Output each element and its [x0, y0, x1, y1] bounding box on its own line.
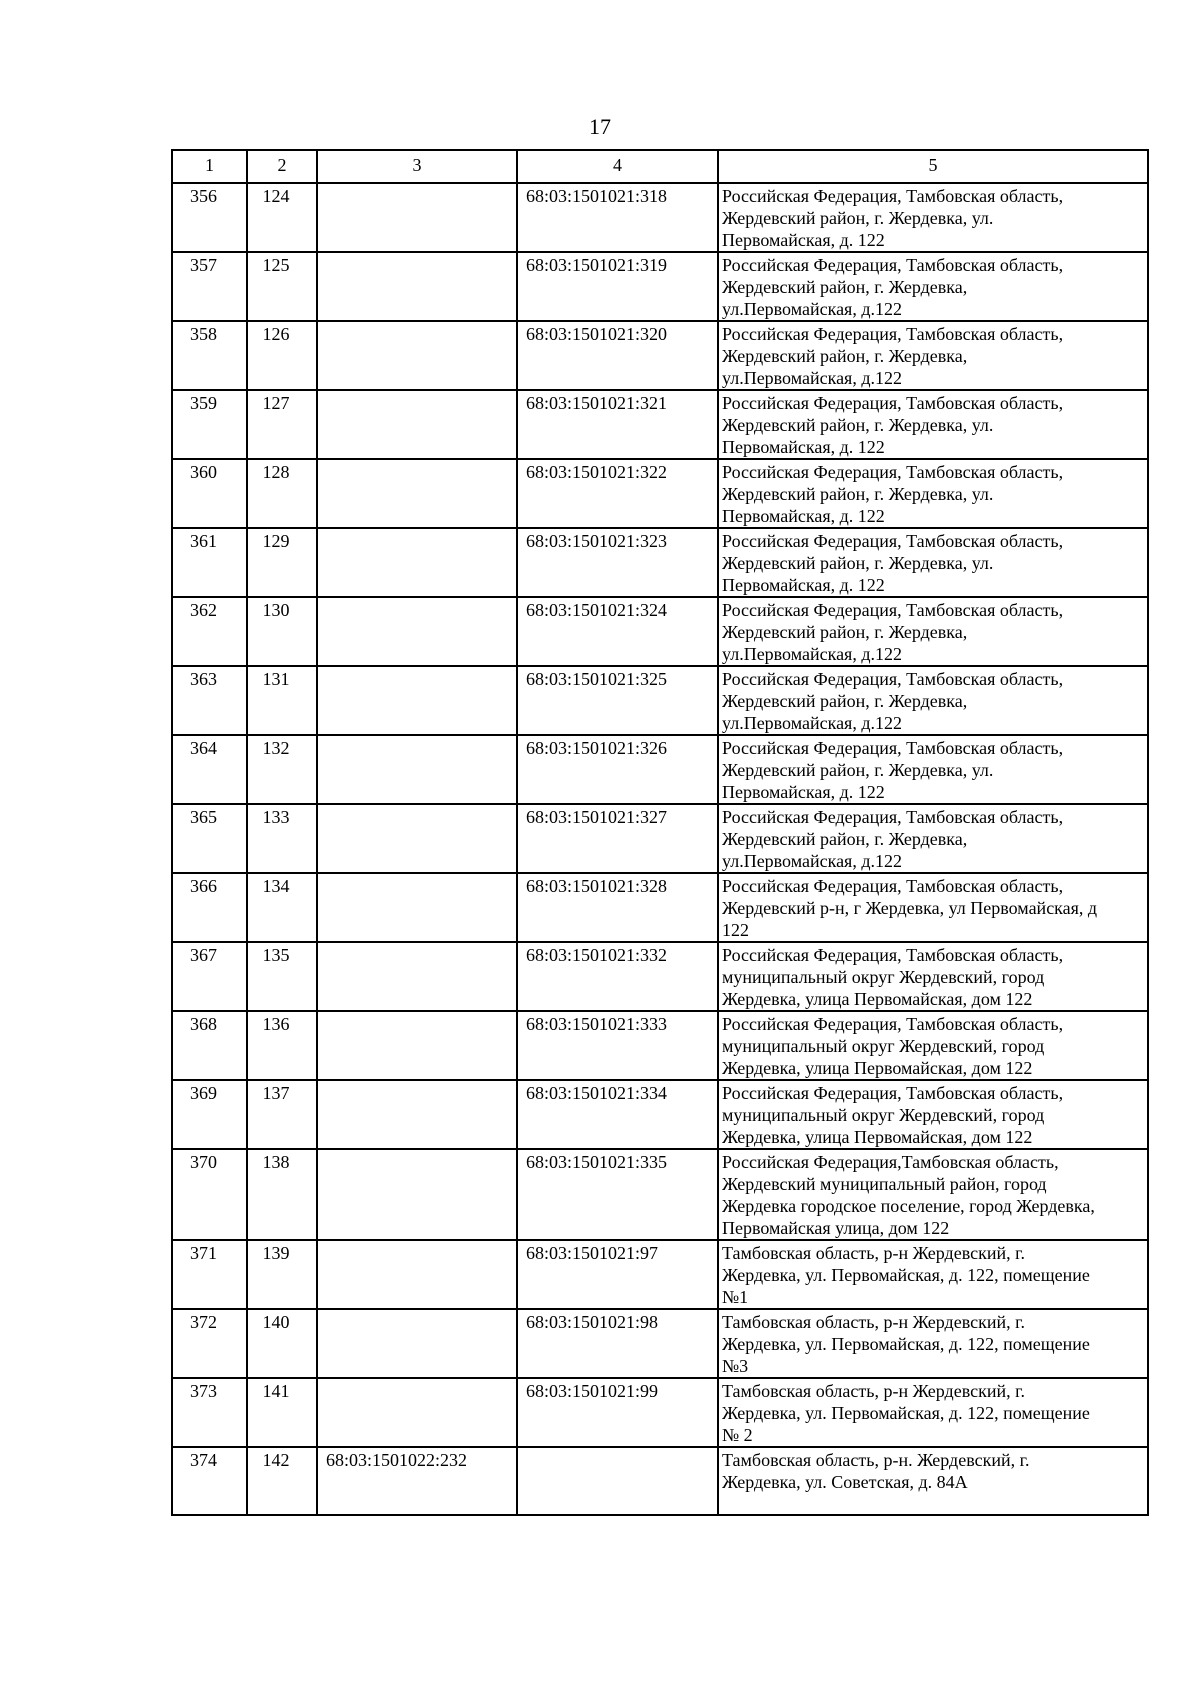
item-number-cell: 126	[247, 321, 317, 390]
header-col-3: 3	[317, 150, 517, 183]
cadastral-number-col4-cell: 68:03:1501021:97	[517, 1240, 718, 1309]
row-number-cell: 364	[172, 735, 247, 804]
row-number-cell: 368	[172, 1011, 247, 1080]
item-number-cell: 130	[247, 597, 317, 666]
row-number-cell: 372	[172, 1309, 247, 1378]
cadastral-number-col3-cell	[317, 735, 517, 804]
cadastral-number-col3-cell	[317, 1011, 517, 1080]
address-cell: Российская Федерация, Тамбовская область, Жердевский район, г. Жердевка, ул. Первомайская, д. 122	[718, 528, 1148, 597]
row-number-cell: 358	[172, 321, 247, 390]
address-cell: Российская Федерация, Тамбовская область, Жердевский район, г. Жердевка, ул. Первомайская, д. 122	[718, 183, 1148, 252]
cadastral-number-col4-cell: 68:03:1501021:98	[517, 1309, 718, 1378]
table-row	[172, 666, 1148, 735]
cadastral-number-col3-cell	[317, 390, 517, 459]
row-number-cell: 365	[172, 804, 247, 873]
cadastral-number-col4-cell: 68:03:1501021:320	[517, 321, 718, 390]
cadastral-number-col4-cell: 68:03:1501021:332	[517, 942, 718, 1011]
item-number-cell: 134	[247, 873, 317, 942]
cadastral-number-col3-cell	[317, 1240, 517, 1309]
item-number-cell: 132	[247, 735, 317, 804]
table-row	[172, 1240, 1148, 1309]
cadastral-number-col3-cell	[317, 528, 517, 597]
address-cell: Российская Федерация, Тамбовская область, Жердевский район, г. Жердевка, ул.Первомайская, д.122	[718, 666, 1148, 735]
table-row	[172, 1149, 1148, 1240]
item-number-cell: 138	[247, 1149, 317, 1240]
cadastral-number-col3-cell: 68:03:1501022:232	[317, 1447, 517, 1515]
row-number-cell: 363	[172, 666, 247, 735]
cadastral-number-col4-cell: 68:03:1501021:333	[517, 1011, 718, 1080]
address-cell: Российская Федерация, Тамбовская область, Жердевский район, г. Жердевка, ул.Первомайская, д.122	[718, 321, 1148, 390]
page-number: 17	[589, 114, 611, 139]
table-body	[172, 183, 1148, 1515]
cadastral-number-col3-cell	[317, 1080, 517, 1149]
table-row	[172, 735, 1148, 804]
address-cell: Российская Федерация, Тамбовская область, муниципальный округ Жердевский, город Жердевка, улица Первомайская, дом 122	[718, 1011, 1148, 1080]
row-number-cell: 367	[172, 942, 247, 1011]
item-number-cell: 137	[247, 1080, 317, 1149]
cadastral-number-col3-cell	[317, 252, 517, 321]
row-number-cell: 360	[172, 459, 247, 528]
cadastral-number-col4-cell: 68:03:1501021:318	[517, 183, 718, 252]
cadastral-number-col4-cell: 68:03:1501021:328	[517, 873, 718, 942]
table-row	[172, 252, 1148, 321]
row-number-cell: 359	[172, 390, 247, 459]
address-cell: Российская Федерация, Тамбовская область, муниципальный округ Жердевский, город Жердевка, улица Первомайская, дом 122	[718, 1080, 1148, 1149]
header-col-1: 1	[172, 150, 247, 183]
cadastral-number-col4-cell: 68:03:1501021:326	[517, 735, 718, 804]
address-cell: Тамбовская область, р-н Жердевский, г. Жердевка, ул. Первомайская, д. 122, помещение № 2	[718, 1378, 1148, 1447]
item-number-cell: 140	[247, 1309, 317, 1378]
cadastral-number-col3-cell	[317, 459, 517, 528]
cadastral-number-col4-cell: 68:03:1501021:325	[517, 666, 718, 735]
item-number-cell: 128	[247, 459, 317, 528]
address-cell: Тамбовская область, р-н. Жердевский, г. Жердевка, ул. Советская, д. 84А	[718, 1447, 1148, 1515]
address-cell: Тамбовская область, р-н Жердевский, г. Жердевка, ул. Первомайская, д. 122, помещение №3	[718, 1309, 1148, 1378]
row-number-cell: 361	[172, 528, 247, 597]
header-col-2: 2	[247, 150, 317, 183]
cadastral-number-col4-cell: 68:03:1501021:324	[517, 597, 718, 666]
item-number-cell: 135	[247, 942, 317, 1011]
address-cell: Российская Федерация, Тамбовская область, Жердевский район, г. Жердевка, ул. Первомайская, д. 122	[718, 459, 1148, 528]
cadastral-number-col4-cell: 68:03:1501021:334	[517, 1080, 718, 1149]
table-row	[172, 321, 1148, 390]
cadastral-number-col3-cell	[317, 321, 517, 390]
table-row	[172, 1011, 1148, 1080]
row-number-cell: 373	[172, 1378, 247, 1447]
address-cell: Российская Федерация, Тамбовская область, Жердевский район, г. Жердевка, ул.Первомайская, д.122	[718, 804, 1148, 873]
cadastral-number-col3-cell	[317, 666, 517, 735]
row-number-cell: 369	[172, 1080, 247, 1149]
table-row	[172, 1309, 1148, 1378]
cadastral-number-col4-cell: 68:03:1501021:327	[517, 804, 718, 873]
cadastral-number-col3-cell	[317, 1378, 517, 1447]
cadastral-number-col3-cell	[317, 1149, 517, 1240]
row-number-cell: 371	[172, 1240, 247, 1309]
cadastral-number-col4-cell: 68:03:1501021:322	[517, 459, 718, 528]
cadastral-number-col4-cell: 68:03:1501021:319	[517, 252, 718, 321]
cadastral-number-col3-cell	[317, 942, 517, 1011]
cadastral-number-col4-cell	[517, 1447, 718, 1515]
item-number-cell: 129	[247, 528, 317, 597]
cadastral-number-col4-cell: 68:03:1501021:99	[517, 1378, 718, 1447]
table-row	[172, 942, 1148, 1011]
item-number-cell: 127	[247, 390, 317, 459]
row-number-cell: 370	[172, 1149, 247, 1240]
cadastral-number-col4-cell: 68:03:1501021:335	[517, 1149, 718, 1240]
table-row	[172, 1447, 1148, 1515]
cadastral-number-col3-cell	[317, 873, 517, 942]
cadastral-number-col4-cell: 68:03:1501021:323	[517, 528, 718, 597]
table-row	[172, 390, 1148, 459]
address-cell: Российская Федерация, Тамбовская область, муниципальный округ Жердевский, город Жердевка, улица Первомайская, дом 122	[718, 942, 1148, 1011]
cadastral-number-col3-cell	[317, 804, 517, 873]
header-col-4: 4	[517, 150, 718, 183]
registry-table	[171, 149, 1149, 1516]
row-number-cell: 366	[172, 873, 247, 942]
cadastral-number-col3-cell	[317, 183, 517, 252]
table-row	[172, 873, 1148, 942]
row-number-cell: 374	[172, 1447, 247, 1515]
address-cell: Российская Федерация,Тамбовская область, Жердевский муниципальный район, город Жердевка городское поселение, город Жердевка, Первомайская улица, дом 122	[718, 1149, 1148, 1240]
item-number-cell: 124	[247, 183, 317, 252]
item-number-cell: 133	[247, 804, 317, 873]
table-row	[172, 459, 1148, 528]
table-row	[172, 804, 1148, 873]
item-number-cell: 141	[247, 1378, 317, 1447]
item-number-cell: 136	[247, 1011, 317, 1080]
cadastral-number-col3-cell	[317, 1309, 517, 1378]
row-number-cell: 362	[172, 597, 247, 666]
address-cell: Российская Федерация, Тамбовская область, Жердевский район, г. Жердевка, ул. Первомайская, д. 122	[718, 390, 1148, 459]
item-number-cell: 131	[247, 666, 317, 735]
header-row	[172, 150, 1148, 183]
address-cell: Российская Федерация, Тамбовская область, Жердевский район, г. Жердевка, ул.Первомайская, д.122	[718, 597, 1148, 666]
table-row	[172, 528, 1148, 597]
address-cell: Российская Федерация, Тамбовская область, Жердевский район, г. Жердевка, ул. Первомайская, д. 122	[718, 735, 1148, 804]
row-number-cell: 357	[172, 252, 247, 321]
address-cell: Тамбовская область, р-н Жердевский, г. Жердевка, ул. Первомайская, д. 122, помещение №1	[718, 1240, 1148, 1309]
address-cell: Российская Федерация, Тамбовская область, Жердевский р-н, г Жердевка, ул Первомайская, д 122	[718, 873, 1148, 942]
table-row	[172, 183, 1148, 252]
table-row	[172, 597, 1148, 666]
item-number-cell: 139	[247, 1240, 317, 1309]
cadastral-number-col3-cell	[317, 597, 517, 666]
item-number-cell: 125	[247, 252, 317, 321]
row-number-cell: 356	[172, 183, 247, 252]
table-row	[172, 1378, 1148, 1447]
item-number-cell: 142	[247, 1447, 317, 1515]
cadastral-number-col4-cell: 68:03:1501021:321	[517, 390, 718, 459]
address-cell: Российская Федерация, Тамбовская область, Жердевский район, г. Жердевка, ул.Первомайская, д.122	[718, 252, 1148, 321]
header-col-5: 5	[718, 150, 1148, 183]
table-row	[172, 1080, 1148, 1149]
